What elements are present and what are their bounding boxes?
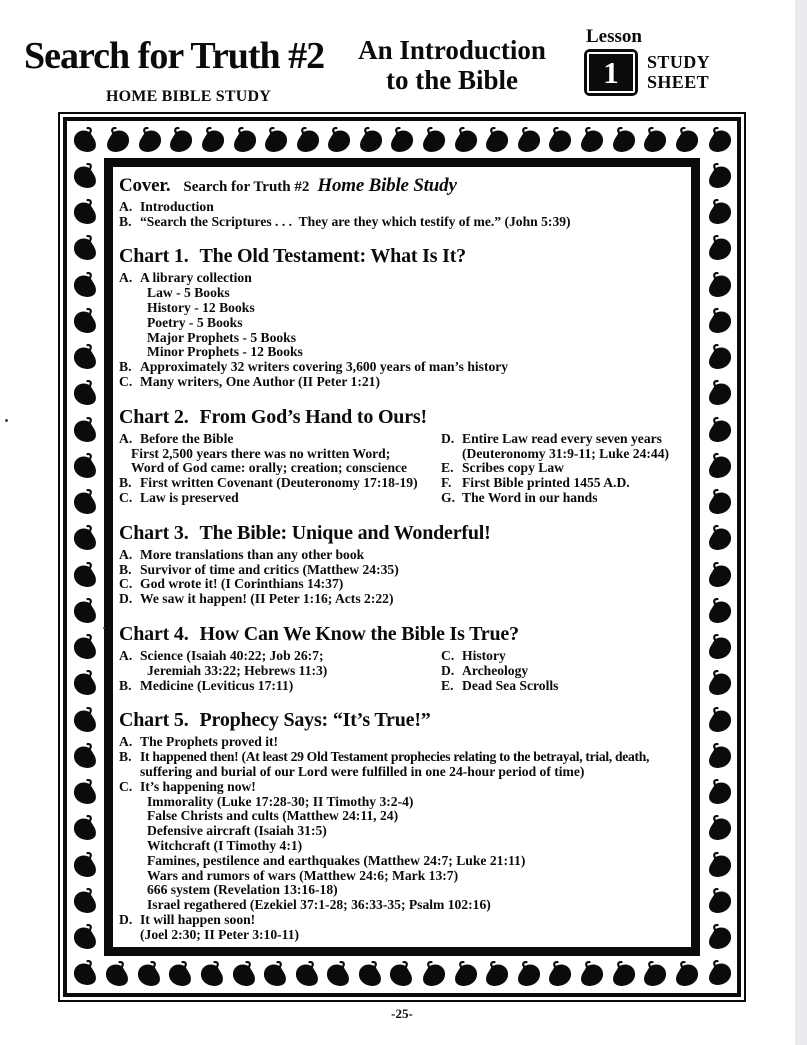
two-column-list (119, 649, 687, 693)
item-text: Approximately 32 writers covering 3,600 years of man’s history (140, 359, 509, 375)
leaf-icon (72, 525, 99, 552)
leaf-icon (546, 127, 573, 154)
leaf-icon (706, 743, 733, 770)
column-2 (441, 649, 687, 693)
leaf-icon (706, 815, 733, 842)
outline-item (119, 215, 687, 230)
item-body (140, 375, 687, 390)
item-text: First written Covenant (Deuteronomy 17:18-19) (140, 475, 418, 491)
section-cover (119, 175, 687, 229)
leaf-icon (706, 163, 733, 190)
leaf-icon (72, 380, 99, 407)
item-subline: (Joel 2:30; II Peter 3:10-11) (140, 926, 300, 942)
leaf-icon (706, 380, 733, 407)
leaf-icon (72, 199, 99, 226)
leaf-icon (515, 961, 542, 988)
item-body (462, 491, 687, 506)
leaf-icon (357, 127, 384, 154)
item-body (462, 649, 687, 664)
item-label: E. (441, 677, 454, 693)
item-label: B. (119, 749, 132, 765)
item-body (462, 476, 687, 491)
item-subline: Famines, pestilence and earthquakes (Matthew 24:7; Luke 21:11) (147, 852, 526, 868)
section-heading-main: Chart 5. (119, 709, 189, 732)
leaf-icon (72, 235, 99, 262)
leaf-icon (706, 199, 733, 226)
section-heading (119, 406, 687, 429)
item-subline: False Christs and cults (Matthew 24:11, 24) (147, 808, 399, 824)
leaf-icon (136, 127, 163, 154)
leaf-icon (706, 779, 733, 806)
item-subline: suffering and burial of our Lord were fulfilled in one 24-hour period of time) (140, 763, 585, 779)
leaf-icon (72, 489, 99, 516)
outline-item (119, 491, 441, 506)
leaf-icon (262, 961, 289, 988)
page-subtitle: HOME BIBLE STUDY (106, 88, 272, 105)
item-label: A. (119, 198, 133, 214)
section-heading-main: Chart 2. (119, 405, 189, 428)
item-label: A. (119, 270, 133, 286)
section-chart-2 (119, 406, 687, 506)
item-text: Science (Isaiah 40:22; Job 26:7; (140, 647, 324, 663)
lesson-number-box (584, 49, 638, 96)
item-text: Dead Sea Scrolls (462, 677, 559, 693)
lesson-label: Lesson (586, 26, 642, 47)
outline-item (119, 679, 441, 694)
item-text: Medicine (Leviticus 17:11) (140, 677, 294, 693)
item-text: Survivor of time and critics (Matthew 24:35) (140, 561, 399, 577)
leaf-icon (706, 562, 733, 589)
item-label: D. (441, 430, 455, 446)
item-text: First Bible printed 1455 A.D. (462, 475, 630, 491)
item-label: B. (119, 359, 132, 375)
item-body (140, 563, 687, 578)
item-label: G. (441, 490, 455, 505)
leaf-icon (546, 961, 573, 988)
outline-item (441, 461, 687, 476)
leaf-icon (706, 924, 733, 951)
scan-speck (5, 419, 8, 422)
item-text: We saw it happen! (II Peter 1:16; Acts 2:22) (140, 591, 394, 607)
item-label: C. (119, 490, 133, 505)
item-label: B. (119, 677, 132, 693)
leaf-icon (706, 127, 733, 154)
leaf-icon (706, 707, 733, 734)
item-body (140, 476, 441, 491)
section-chart-1 (119, 245, 687, 389)
outline-item (119, 360, 687, 375)
leaf-icon (706, 852, 733, 879)
leaf-icon (72, 779, 99, 806)
item-body (462, 679, 687, 694)
outline-item (441, 679, 687, 694)
item-text: God wrote it! (I Corinthians 14:37) (140, 576, 344, 592)
leaf-icon (167, 961, 194, 988)
item-text: Scribes copy Law (462, 460, 564, 476)
column-1 (119, 649, 441, 693)
item-subline: Israel regathered (Ezekiel 37:1-28; 36:33-35; Psalm 102:16) (147, 897, 491, 913)
item-label: F. (441, 475, 452, 491)
item-label: C. (441, 647, 455, 663)
leaf-icon (515, 127, 542, 154)
section-heading-rest: The Bible: Unique and Wonderful! (199, 521, 491, 544)
item-subline: History - 12 Books (147, 300, 255, 316)
section-heading-rest: How Can We Know the Bible Is True? (199, 622, 519, 645)
item-body (140, 360, 687, 375)
item-body (140, 913, 687, 943)
item-body (140, 200, 687, 215)
item-text: Law is preserved (140, 490, 239, 505)
outline-item (441, 649, 687, 664)
outline-item (119, 271, 687, 360)
leaf-icon (72, 924, 99, 951)
leaf-icon (72, 707, 99, 734)
item-body (140, 548, 687, 563)
item-text: The Prophets proved it! (140, 734, 279, 750)
leaf-icon (706, 344, 733, 371)
leaf-icon (388, 961, 415, 988)
item-subline: Minor Prophets - 12 Books (147, 344, 303, 360)
leaf-icon (420, 127, 447, 154)
page-title: Search for Truth #2 (24, 35, 325, 77)
item-label: A. (119, 734, 133, 750)
leaf-icon (231, 961, 258, 988)
outline-item (119, 577, 687, 592)
leaf-icon (706, 272, 733, 299)
leaf-icon (706, 235, 733, 262)
leaf-icon (72, 417, 99, 444)
item-subline: Poetry - 5 Books (147, 314, 243, 330)
leaf-column-left (68, 122, 102, 992)
leaf-icon (706, 634, 733, 661)
leaf-icon (706, 888, 733, 915)
item-text: Archeology (462, 662, 529, 678)
leaf-border (58, 112, 746, 1002)
item-label: A. (119, 546, 133, 562)
lesson-number: 1 (603, 54, 619, 90)
leaf-icon (452, 127, 479, 154)
item-text: The Word in our hands (462, 490, 598, 505)
outline-item (441, 491, 687, 506)
leaf-icon (325, 127, 352, 154)
section-heading (119, 245, 687, 268)
leaf-icon (357, 961, 384, 988)
leaf-icon (706, 453, 733, 480)
leaf-icon (199, 961, 226, 988)
outline-item (119, 375, 687, 390)
leaf-icon (452, 961, 479, 988)
outline-item (119, 780, 687, 913)
leaf-icon (706, 525, 733, 552)
leaf-icon (72, 598, 99, 625)
study-sheet-label: STUDY SHEET (647, 52, 711, 92)
page-edge-shadow (795, 0, 807, 1045)
leaf-icon (706, 598, 733, 625)
item-subline: (Deuteronomy 31:9-11; Luke 24:44) (462, 445, 670, 461)
item-label: B. (119, 213, 132, 229)
leaf-icon (167, 127, 194, 154)
item-body (140, 215, 687, 230)
two-column-list (119, 432, 687, 506)
leaf-icon (706, 960, 733, 987)
item-subline: Word of God came: orally; creation; conscience (131, 460, 408, 476)
leaf-icon (72, 852, 99, 879)
item-body (140, 592, 687, 607)
item-text: Introduction (140, 198, 214, 214)
section-chart-3 (119, 522, 687, 607)
item-text: Before the Bible (140, 430, 234, 446)
leaf-icon (706, 489, 733, 516)
leaf-icon (72, 888, 99, 915)
outline-item (119, 432, 441, 476)
item-subline: Immorality (Luke 17:28-30; II Timothy 3:2-4) (147, 793, 414, 809)
leaf-icon (231, 127, 258, 154)
leaf-icon (388, 127, 415, 154)
section-heading (119, 175, 687, 197)
item-label: A. (119, 647, 133, 663)
leaf-icon (72, 743, 99, 770)
item-body (140, 649, 441, 679)
leaf-icon (420, 961, 447, 988)
lesson-title (346, 36, 558, 95)
item-label: C. (119, 778, 133, 794)
outline-item (119, 592, 687, 607)
item-body (140, 750, 687, 780)
leaf-icon (262, 127, 289, 154)
item-text: “Search the Scriptures . . . They are they which testify of me.” (John 5:39) (140, 213, 571, 229)
item-text: Many writers, One Author (II Peter 1:21) (140, 374, 380, 390)
section-heading-main: Chart 4. (119, 622, 189, 645)
leaf-icon (641, 961, 668, 988)
leaf-column-right (702, 122, 736, 992)
leaf-icon (72, 163, 99, 190)
leaf-icon (673, 961, 700, 988)
item-label: D. (441, 662, 455, 678)
leaf-icon (199, 127, 226, 154)
item-text: History (462, 647, 506, 663)
outline-item (441, 664, 687, 679)
leaf-icon (72, 960, 99, 987)
outline-item (441, 476, 687, 491)
item-text: It’s happening now! (140, 778, 256, 794)
item-text: More translations than any other book (140, 546, 365, 562)
item-text: It will happen soon! (140, 911, 256, 927)
leaf-icon (104, 127, 131, 154)
item-text: It happened then! (At least 29 Old Testament prophecies relating to the betrayal, trial, death, (140, 749, 650, 765)
border-inner-frame (104, 158, 700, 956)
section-heading-main: Chart 1. (119, 245, 189, 268)
outline-item (119, 913, 687, 943)
leaf-icon (610, 127, 637, 154)
section-heading (119, 522, 687, 545)
item-label: A. (119, 430, 133, 446)
item-body (140, 577, 687, 592)
outline-item (119, 649, 441, 679)
section-chart-4 (119, 623, 687, 693)
section-heading (119, 709, 687, 732)
outline-item (119, 476, 441, 491)
leaf-icon (325, 961, 352, 988)
item-label: B. (119, 475, 132, 491)
item-body (140, 491, 441, 506)
item-text: Entire Law read every seven years (462, 430, 662, 446)
leaf-icon (72, 344, 99, 371)
leaf-icon (578, 127, 605, 154)
leaf-icon (706, 670, 733, 697)
leaf-icon (72, 308, 99, 335)
item-body (140, 271, 687, 360)
section-heading-rest: The Old Testament: What Is It? (199, 245, 466, 268)
item-subline: Defensive aircraft (Isaiah 31:5) (147, 823, 327, 839)
item-body (462, 432, 687, 462)
leaf-icon (578, 961, 605, 988)
section-heading-rest: Prophecy Says: “It’s True!” (199, 709, 431, 732)
item-subline: First 2,500 years there was no written Word; (131, 445, 391, 461)
leaf-icon (706, 417, 733, 444)
item-body (462, 664, 687, 679)
lesson-title-line2: to the Bible (386, 64, 518, 95)
outline-item (119, 548, 687, 563)
section-heading-main: Chart 3. (119, 521, 189, 544)
leaf-icon (72, 562, 99, 589)
item-subline: Wars and rumors of wars (Matthew 24:6; Mark 13:7) (147, 867, 459, 883)
outline-content (113, 167, 691, 947)
page-number: -25- (391, 1006, 413, 1021)
item-body (462, 461, 687, 476)
item-label: C. (119, 374, 133, 390)
leaf-icon (294, 961, 321, 988)
section-heading-small: Search for Truth #2 (183, 179, 310, 195)
lesson-title-line1: An Introduction (358, 35, 546, 65)
outline-item (119, 735, 687, 750)
outline-item (441, 432, 687, 462)
lesson-badge (584, 27, 710, 96)
leaf-icon (706, 308, 733, 335)
outline-item (119, 750, 687, 780)
outline-item (119, 563, 687, 578)
leaf-icon (72, 670, 99, 697)
item-label: C. (119, 576, 133, 592)
item-label: D. (119, 911, 133, 927)
leaf-icon (72, 127, 99, 154)
leaf-icon (72, 634, 99, 661)
item-label: D. (119, 591, 133, 607)
outline-item (119, 200, 687, 215)
leaf-icon (294, 127, 321, 154)
leaf-icon (104, 961, 131, 988)
scan-speck (103, 627, 105, 629)
item-subline: 666 system (Revelation 13:16-18) (147, 882, 338, 898)
leaf-icon (673, 127, 700, 154)
item-text: A library collection (140, 270, 252, 286)
section-heading-rest: From God’s Hand to Ours! (199, 405, 427, 428)
leaf-row-top (102, 123, 702, 157)
item-body (140, 735, 687, 750)
item-body (131, 430, 441, 476)
item-label: B. (119, 561, 132, 577)
leaf-icon (483, 127, 510, 154)
column-1 (119, 432, 441, 506)
leaf-row-bottom (102, 957, 702, 991)
leaf-icon (610, 961, 637, 988)
leaf-icon (641, 127, 668, 154)
section-chart-5 (119, 709, 687, 942)
section-heading-italic: Home Bible Study (317, 175, 457, 196)
item-label: E. (441, 460, 454, 476)
item-body (140, 780, 687, 913)
section-heading-main: Cover. (119, 175, 171, 196)
leaf-icon (483, 961, 510, 988)
leaf-icon (72, 453, 99, 480)
leaf-icon (136, 961, 163, 988)
leaf-icon (72, 815, 99, 842)
item-body (140, 679, 441, 694)
item-subline: Jeremiah 33:22; Hebrews 11:3) (147, 662, 328, 678)
item-subline: Law - 5 Books (147, 285, 230, 301)
item-subline: Witchcraft (I Timothy 4:1) (147, 837, 303, 853)
section-heading (119, 623, 687, 646)
item-subline: Major Prophets - 5 Books (147, 329, 297, 345)
leaf-icon (72, 272, 99, 299)
column-2 (441, 432, 687, 506)
